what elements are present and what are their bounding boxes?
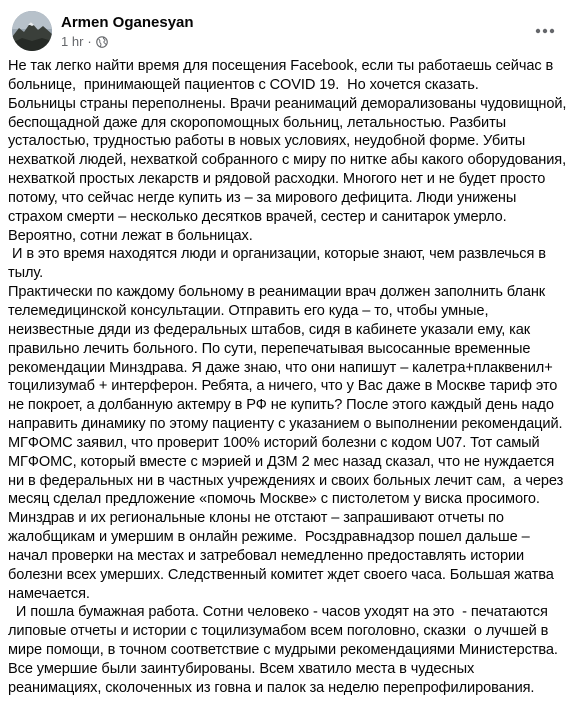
header-text	[61, 13, 194, 50]
post-paragraph: Не так легко найти время для посещения Facebook, если ты работаешь сейчас в больнице, принимающей пациентов с COVID 19. Но хочется сказать.	[8, 58, 558, 93]
post-meta	[61, 33, 194, 50]
post-timestamp[interactable]: 1 hr	[61, 33, 84, 49]
avatar[interactable]	[12, 11, 52, 51]
post-paragraph: И в это время находятся люди и организации, которые знают, чем развлечься в тылу.	[8, 246, 550, 282]
post-header	[12, 10, 194, 52]
post-paragraph: Практически по каждому больному в реанимации врач должен заполнить бланк телемедицинской консультации. Отправить его куда – то, чтобы умные, неизвестные дяди из федеральных штабов, сидя в кабинете указали ему, как правильно лечить больного. По сути, перепечатывая высосанные временные рекомендации Минздрава. Я даже знаю, что они напишут – калетра+плаквенил+ тоцилизумаб + интерферон. Ребята, а ничего, что у Вас даже в Москве тариф это не покроет, а долбанную актемру в РФ не купить? После этого каждый день надо направить динамику по этому пациенту с указанием о выполнении рекомендаций. МГФОМС заявил, что проверит 100% историй болезни с кодом U07. Тот самый МГФОМС, который вместе с мэрией и ДЗМ 2 мес назад сказал, что не нуждается ни в федеральных ни в частных учреждениях и своих больных лечит сам, а через месяц сделал предложение «помочь Москве» с пистолетом у виска просимого. Минздрав и их региональные клоны не отстают – запрашивают отчеты по жалобщикам и умершим в онлайн режиме. Росздравнадзор пошел дальше – начал проверки на местах и затребовал немедленно предоставлять истории болезни всех умерших. Следственный комитет ждет своего часа. Большая жатва намечается.	[8, 284, 568, 602]
author-name[interactable]: Armen Oganesyan	[61, 13, 194, 31]
more-options-button[interactable]	[527, 12, 563, 48]
more-options-icon	[535, 21, 555, 39]
globe-icon	[96, 35, 108, 47]
post-text	[8, 57, 571, 698]
post-paragraph: И пошла бумажная работа. Сотни человеко - часов уходят на это - печатаются липовые отчеты и истории с тоцилизумабом всем поголовно, сказки о лучшей в мире помощи, в точном соответствие с мудрыми рекомендациями Министерства. Все умершие были заинтубированы. Всем хватило места в чудесных реанимациях, сколоченных из говна и палок за неделю перепрофилирования.	[8, 604, 562, 696]
avatar-image	[12, 11, 52, 51]
post-paragraph: Больницы страны переполнены. Врачи реанимаций деморализованы чудовищной, беспощадной даже для скоропомощных больниц, летальностью. Разбиты усталостью, трудностью работы в новых условиях, неудобной форме. Убиты нехваткой людей, нехваткой собранного с миру по нитке абы какого оборудования, нехваткой простых лекарств и рядовой расходки. Многого нет и не будет просто потому, что сейчас негде купить из – за мирового дефицита. Люди унижены страхом смерти – несколько десятков врачей, сестер и санитарок умерло. Вероятно, сотни лежат в больницах.	[8, 95, 571, 244]
meta-separator: ·	[87, 33, 92, 49]
